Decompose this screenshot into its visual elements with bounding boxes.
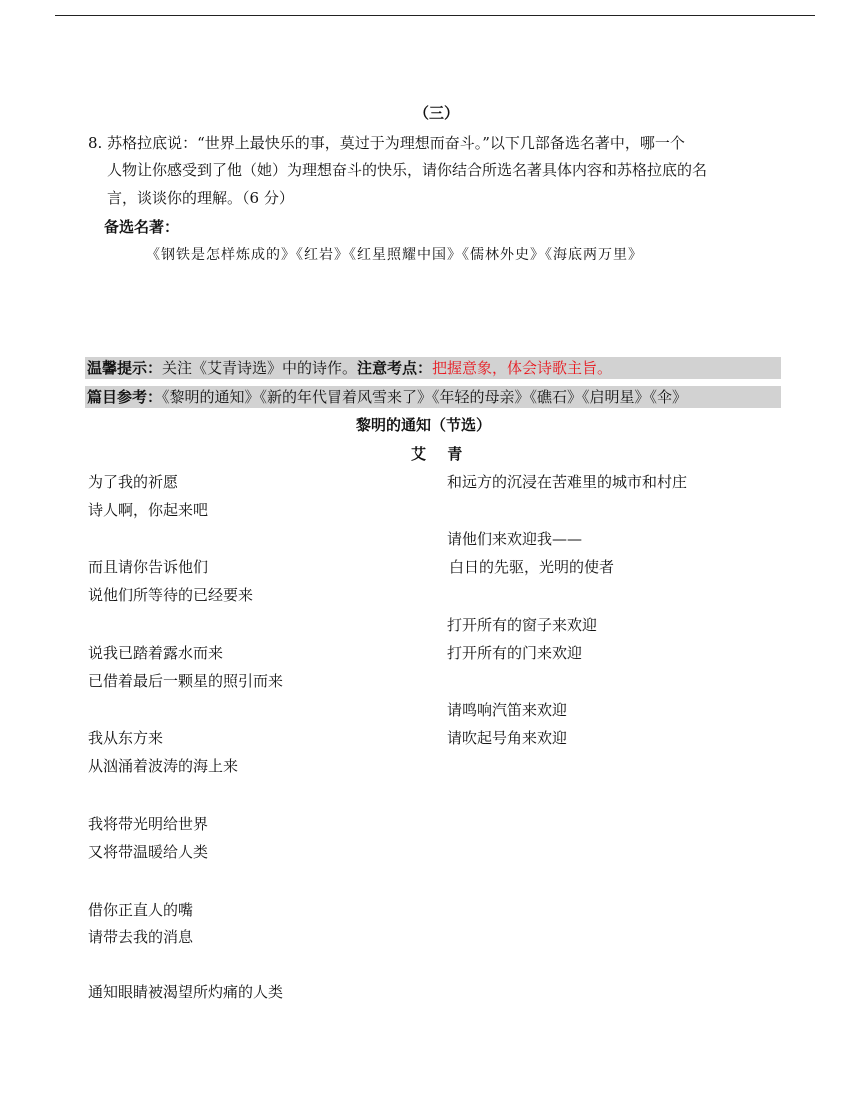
poem-left-line: 通知眼睛被渴望所灼痛的人类: [88, 983, 284, 1001]
reference-bar: [85, 386, 781, 408]
reference-label: 篇目参考：: [87, 388, 163, 406]
section-number: （三）: [414, 104, 460, 122]
poem-left-line: 而且请你告诉他们: [88, 558, 209, 576]
question-line-2: 人物让你感受到了他（她）为理想奋斗的快乐，请你结合所选名著具体内容和苏格拉底的名: [107, 161, 708, 179]
question-line-1: 8. 苏格拉底说：“世界上最快乐的事，莫过于为理想而奋斗。”以下几部备选名著中，哪一个: [88, 134, 685, 152]
poem-left-line: 我从东方来: [88, 729, 164, 747]
poem-left-line: 我将带光明给世界: [88, 815, 209, 833]
tip-label: 温馨提示：: [87, 359, 163, 377]
candidate-books: 《钢铁是怎样炼成的》《红岩》《红星照耀中国》《儒林外史》《海底两万里》: [146, 247, 643, 263]
focus-text: 把握意象，体会诗歌主旨。: [432, 359, 613, 377]
question-line-3: 言，谈谈你的理解。（6 分）: [107, 189, 294, 207]
poem-left-line: 借你正直人的嘴: [88, 901, 194, 919]
poem-right-line: 请他们来欢迎我——: [447, 530, 583, 548]
poem-left-line: 为了我的祈愿: [88, 473, 179, 491]
poem-right-line: 和远方的沉浸在苦难里的城市和村庄: [447, 473, 688, 491]
focus-label: 注意考点：: [357, 359, 433, 377]
tip-text: 关注《艾青诗选》中的诗作。: [162, 359, 358, 377]
poem-title: 黎明的通知（节选）: [356, 416, 492, 434]
poem-right-line: 请鸣响汽笛来欢迎: [447, 701, 568, 719]
poem-left-line: 说我已踏着露水而来: [88, 644, 224, 662]
poem-right-line: 打开所有的门来欢迎: [447, 644, 583, 662]
poem-author: 艾 青: [411, 445, 471, 463]
poem-left-line: 已借着最后一颗星的照引而来: [88, 672, 284, 690]
poem-left-line: 从汹涌着波涛的海上来: [88, 757, 239, 775]
candidates-label: 备选名著：: [104, 218, 180, 236]
poem-right-line: 打开所有的窗子来欢迎: [447, 616, 598, 634]
poem-left-line: 又将带温暖给人类: [88, 843, 209, 861]
reference-text: 《黎明的通知》《新的年代冒着风雪来了》《年轻的母亲》《礁石》《启明星》《伞》: [162, 388, 688, 406]
tip-bar: [85, 357, 781, 379]
poem-left-line: 说他们所等待的已经要来: [88, 586, 254, 604]
poem-left-line: 诗人啊，你起来吧: [88, 501, 209, 519]
poem-right-line: 请吹起号角来欢迎: [447, 729, 568, 747]
top-rule: [55, 15, 815, 16]
poem-left-line: 请带去我的消息: [88, 928, 194, 946]
poem-right-line: 白日的先驱，光明的使者: [449, 558, 615, 576]
